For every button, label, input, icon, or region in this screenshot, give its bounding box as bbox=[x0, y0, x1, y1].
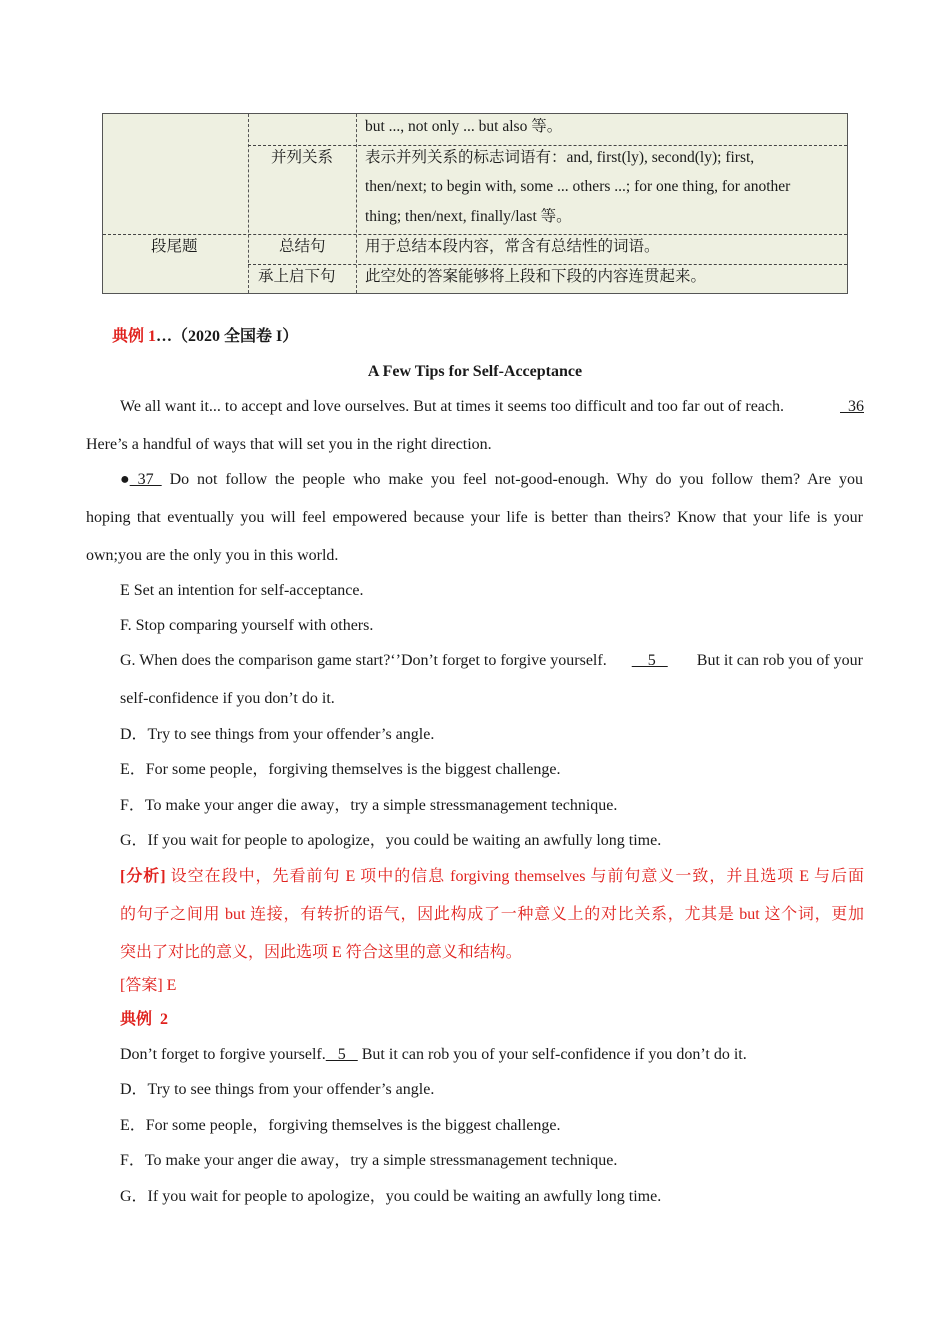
paragraph-line bbox=[120, 396, 864, 418]
analysis-label: [分析] bbox=[120, 868, 166, 885]
analysis-line: 突出了对比的意义，因此选项 E 符合这里的意义和结构。 bbox=[120, 944, 522, 961]
table-row-divider bbox=[248, 145, 847, 146]
answer-blank: 5 bbox=[325, 1046, 358, 1063]
option-text: G. When does the comparison game start?‘’Don’t forget to forgive yourself. bbox=[120, 652, 607, 669]
answer-blank: 5 bbox=[631, 652, 668, 669]
example-2-sentence bbox=[120, 1044, 747, 1066]
analysis-text: 设空在段中，先看前句 E 项中的信息 forgiving themselves 与前句意义一致，并且选项 E 与后面 bbox=[170, 868, 865, 885]
question-type-table bbox=[102, 113, 848, 294]
table-cell: 承上启下句 bbox=[258, 268, 336, 285]
analysis-line: 的句子之间用 but 连接，有转折的语气，因此构成了一种意义上的对比关系，尤其是 but 这个词，更加 bbox=[120, 906, 864, 923]
table-cell: 段尾题 bbox=[151, 238, 198, 255]
table-divider bbox=[356, 114, 357, 293]
choice-item: F．To make your anger die away，try a simple stressmanagement technique. bbox=[120, 1152, 618, 1169]
option-item: F. Stop comparing yourself with others. bbox=[120, 617, 374, 634]
table-row-divider bbox=[248, 264, 847, 265]
example-label: 典例 1 bbox=[112, 328, 157, 345]
example-source: …（2020 全国卷 I） bbox=[156, 328, 299, 345]
analysis-line bbox=[120, 866, 864, 888]
paragraph-text: Do not follow the people who make you feel not-good-enough. Why do you follow them? Are you bbox=[161, 471, 863, 488]
option-item: self-confidence if you don’t do it. bbox=[120, 690, 335, 707]
answer-line: [答案] E bbox=[120, 977, 177, 994]
table-cell: 总结句 bbox=[279, 238, 326, 255]
paragraph-line: Here’s a handful of ways that will set you in the right direction. bbox=[86, 436, 492, 453]
paragraph-line: hoping that eventually you will feel empowered because your life is better than theirs? Know that your life is your bbox=[86, 509, 863, 526]
table-cell: 此空处的答案能够将上段和下段的内容连贯起来。 bbox=[365, 268, 707, 285]
choice-item: F．To make your anger die away，try a simple stressmanagement technique. bbox=[120, 797, 618, 814]
sentence-text: Don’t forget to forgive yourself. bbox=[120, 1046, 326, 1063]
paragraph-text: We all want it... to accept and love ourselves. But at times it seems too difficult and too far out of reach. bbox=[120, 398, 785, 415]
sentence-text: But it can rob you of your self-confidence if you don’t do it. bbox=[357, 1046, 747, 1063]
table-row-divider bbox=[103, 234, 847, 235]
table-cell: 并列关系 bbox=[271, 149, 334, 166]
table-cell: 用于总结本段内容，常含有总结性的词语。 bbox=[365, 238, 660, 255]
passage-title: A Few Tips for Self-Acceptance bbox=[367, 363, 583, 380]
example-1-heading bbox=[112, 326, 298, 348]
choice-item: E．For some people，forgiving themselves is the biggest challenge. bbox=[120, 761, 561, 778]
choice-item: D．Try to see things from your offender’s angle. bbox=[120, 726, 435, 743]
table-cell: but ..., not only ... but also 等。 bbox=[365, 118, 563, 135]
paragraph-line: own;you are the only you in this world. bbox=[86, 547, 339, 564]
option-text: But it can rob you of your bbox=[692, 652, 863, 669]
answer-blank: 37 bbox=[129, 471, 162, 488]
table-cell: then/next; to begin with, some ... others ...; for one thing, for another bbox=[365, 178, 791, 195]
table-divider bbox=[248, 114, 249, 293]
choice-item: G．If you wait for people to apologize，you could be waiting an awfully long time. bbox=[120, 1188, 662, 1205]
table-cell: thing; then/next, finally/last 等。 bbox=[365, 208, 572, 225]
choice-item: G．If you wait for people to apologize，you could be waiting an awfully long time. bbox=[120, 832, 662, 849]
example-2-heading: 典例 2 bbox=[120, 1011, 169, 1028]
choice-item: D．Try to see things from your offender’s angle. bbox=[120, 1081, 435, 1098]
option-item bbox=[120, 650, 863, 672]
answer-blank: 36 bbox=[840, 398, 864, 415]
option-item: E Set an intention for self-acceptance. bbox=[120, 582, 364, 599]
choice-item: E．For some people，forgiving themselves is the biggest challenge. bbox=[120, 1117, 561, 1134]
bullet: ● bbox=[120, 471, 130, 488]
table-cell: 表示并列关系的标志词语有：and, first(ly), second(ly); first, bbox=[365, 149, 755, 166]
paragraph-line bbox=[120, 469, 863, 491]
